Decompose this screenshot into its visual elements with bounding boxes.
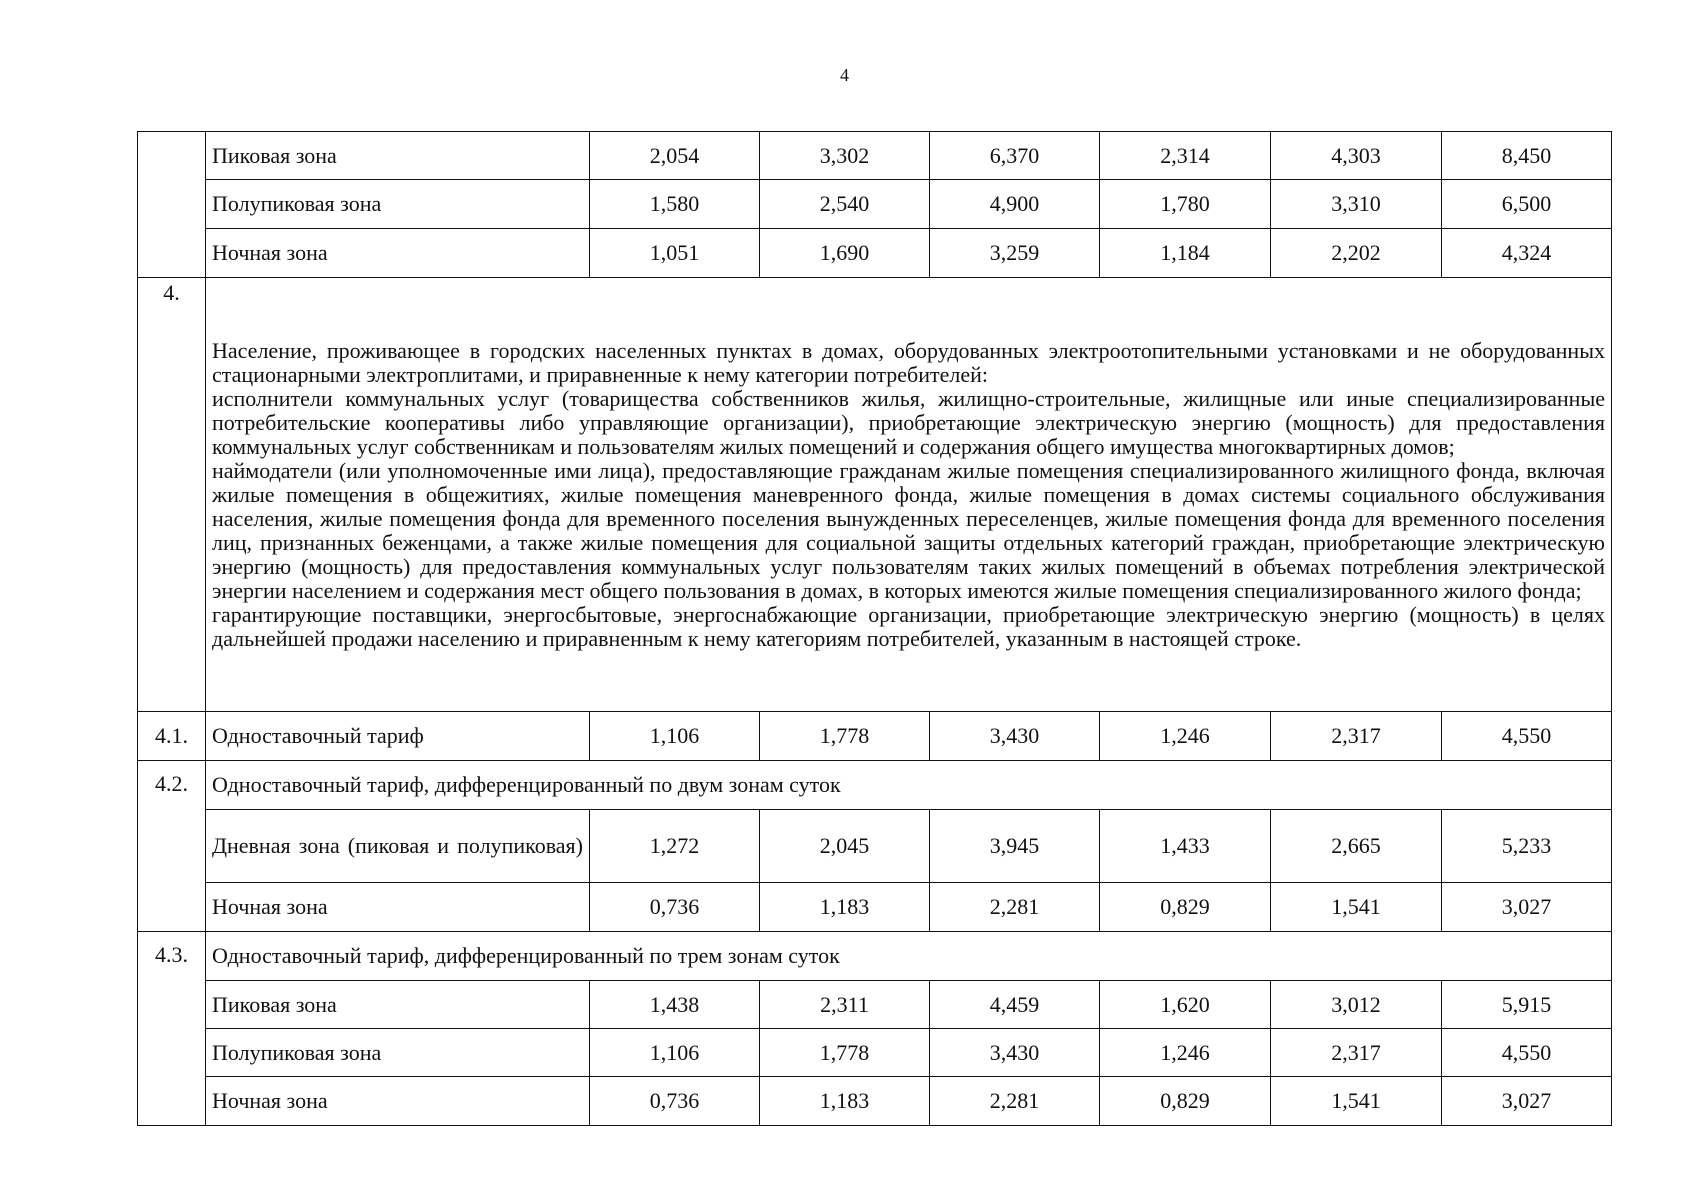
value-cell: 0,736 — [590, 883, 760, 932]
value-cell: 1,183 — [760, 883, 930, 932]
value-cell: 3,027 — [1442, 883, 1612, 932]
value-cell: 3,430 — [930, 1029, 1100, 1077]
value-cell: 2,281 — [930, 1077, 1100, 1126]
row-number: 4. — [138, 278, 206, 712]
value-cell: 1,246 — [1100, 1029, 1271, 1077]
value-cell: 4,900 — [930, 180, 1100, 229]
value-cell: 1,433 — [1100, 810, 1271, 883]
value-cell: 6,500 — [1442, 180, 1612, 229]
row-label: Ночная зона — [206, 229, 590, 278]
value-cell: 1,541 — [1271, 883, 1442, 932]
value-cell: 3,945 — [930, 810, 1100, 883]
value-cell: 3,430 — [930, 712, 1100, 761]
table-row — [138, 1029, 1612, 1077]
row-number: 4.3. — [138, 932, 206, 1126]
table-row — [138, 180, 1612, 229]
row-label: Дневная зона (пиковая и полупиковая) — [206, 810, 590, 883]
table-row — [138, 132, 1612, 180]
value-cell: 1,051 — [590, 229, 760, 278]
row-label: Полупиковая зона — [206, 1029, 590, 1077]
table-row — [138, 229, 1612, 278]
row-label: Ночная зона — [206, 1077, 590, 1126]
value-cell: 2,045 — [760, 810, 930, 883]
description-paragraph: наймодатели (или уполномоченные ими лица), предоставляющие гражданам жилые помещения специализированного жилищного фонда, включая жилые помещения в общежитиях, жилые помещения маневренного фонда, жилые помещения в домах системы социального обслуживания населения, жилые помещения фонда для временного поселения вынужденных переселенцев, жилые помещения фонда для временного поселения лиц, признанных беженцами, а также жилые помещения для социальной защиты отдельных категорий граждан, приобретающие электрическую энергию (мощность) для предоставления коммунальных услуг пользователям таких жилых помещений в объемах потребления электрической энергии населением и содержания мест общего пользования в домах, в которых имеются жилые помещения специализированного жилого фонда; — [212, 457, 1605, 603]
value-cell: 3,302 — [760, 132, 930, 180]
tariff-table — [137, 131, 1612, 1126]
row-label: Пиковая зона — [206, 132, 590, 180]
value-cell: 2,317 — [1271, 712, 1442, 761]
value-cell: 1,272 — [590, 810, 760, 883]
value-cell: 1,580 — [590, 180, 760, 229]
row-number-cell — [138, 132, 206, 278]
page-number: 4 — [840, 65, 849, 85]
value-cell: 2,311 — [760, 981, 930, 1029]
value-cell: 4,550 — [1442, 1029, 1612, 1077]
description-paragraph: исполнители коммунальных услуг (товарищества собственников жилья, жилищно-строительные, жилищные или иные специализированные потребительские кооперативы либо управляющие организации), приобретающие электрическую энергию (мощность) для предоставления коммунальных услуг собственникам и пользователям жилых помещений и содержания общего имущества многоквартирных домов; — [212, 385, 1605, 459]
value-cell: 4,303 — [1271, 132, 1442, 180]
value-cell: 2,202 — [1271, 229, 1442, 278]
value-cell: 1,778 — [760, 712, 930, 761]
value-cell: 1,620 — [1100, 981, 1271, 1029]
value-cell: 2,540 — [760, 180, 930, 229]
value-cell: 2,281 — [930, 883, 1100, 932]
value-cell: 4,459 — [930, 981, 1100, 1029]
table-row — [138, 810, 1612, 883]
row-label: Пиковая зона — [206, 981, 590, 1029]
value-cell: 6,370 — [930, 132, 1100, 180]
value-cell: 2,317 — [1271, 1029, 1442, 1077]
value-cell: 8,450 — [1442, 132, 1612, 180]
row-title: Одноставочный тариф, дифференцированный по двум зонам суток — [206, 761, 1612, 810]
row-label: Ночная зона — [206, 883, 590, 932]
value-cell: 1,690 — [760, 229, 930, 278]
row-number: 4.1. — [138, 712, 206, 761]
row-label: Полупиковая зона — [206, 180, 590, 229]
value-cell: 5,233 — [1442, 810, 1612, 883]
value-cell: 3,012 — [1271, 981, 1442, 1029]
value-cell: 4,550 — [1442, 712, 1612, 761]
description-paragraph: Население, проживающее в городских населенных пунктах в домах, оборудованных электроотопительными установками и не оборудованных стационарными электроплитами, и приравненные к нему категории потребителей: — [212, 337, 1605, 387]
row-number: 4.2. — [138, 761, 206, 932]
value-cell: 1,106 — [590, 712, 760, 761]
table-row — [138, 932, 1612, 981]
section-4-row — [138, 278, 1612, 712]
value-cell: 3,310 — [1271, 180, 1442, 229]
value-cell: 3,027 — [1442, 1077, 1612, 1126]
value-cell: 2,314 — [1100, 132, 1271, 180]
value-cell: 2,054 — [590, 132, 760, 180]
value-cell: 1,778 — [760, 1029, 930, 1077]
table-row — [138, 1077, 1612, 1126]
value-cell: 1,184 — [1100, 229, 1271, 278]
value-cell: 0,829 — [1100, 883, 1271, 932]
value-cell: 3,259 — [930, 229, 1100, 278]
description-paragraph: гарантирующие поставщики, энергосбытовые, энергоснабжающие организации, приобретающие электрическую энергию (мощность) в целях дальнейшей продажи населению и приравненным к нему категориям потребителей, указанным в настоящей строке. — [212, 601, 1605, 651]
value-cell: 1,246 — [1100, 712, 1271, 761]
table-row — [138, 981, 1612, 1029]
value-cell: 1,106 — [590, 1029, 760, 1077]
value-cell: 1,438 — [590, 981, 760, 1029]
table-row — [138, 883, 1612, 932]
value-cell: 1,183 — [760, 1077, 930, 1126]
value-cell: 0,736 — [590, 1077, 760, 1126]
value-cell: 1,780 — [1100, 180, 1271, 229]
value-cell: 2,665 — [1271, 810, 1442, 883]
section-4-description — [206, 278, 1612, 712]
table-row — [138, 761, 1612, 810]
value-cell: 5,915 — [1442, 981, 1612, 1029]
value-cell: 0,829 — [1100, 1077, 1271, 1126]
row-title: Одноставочный тариф, дифференцированный по трем зонам суток — [206, 932, 1612, 981]
value-cell: 4,324 — [1442, 229, 1612, 278]
table-row — [138, 712, 1612, 761]
value-cell: 1,541 — [1271, 1077, 1442, 1126]
row-label: Одноставочный тариф — [206, 712, 590, 761]
